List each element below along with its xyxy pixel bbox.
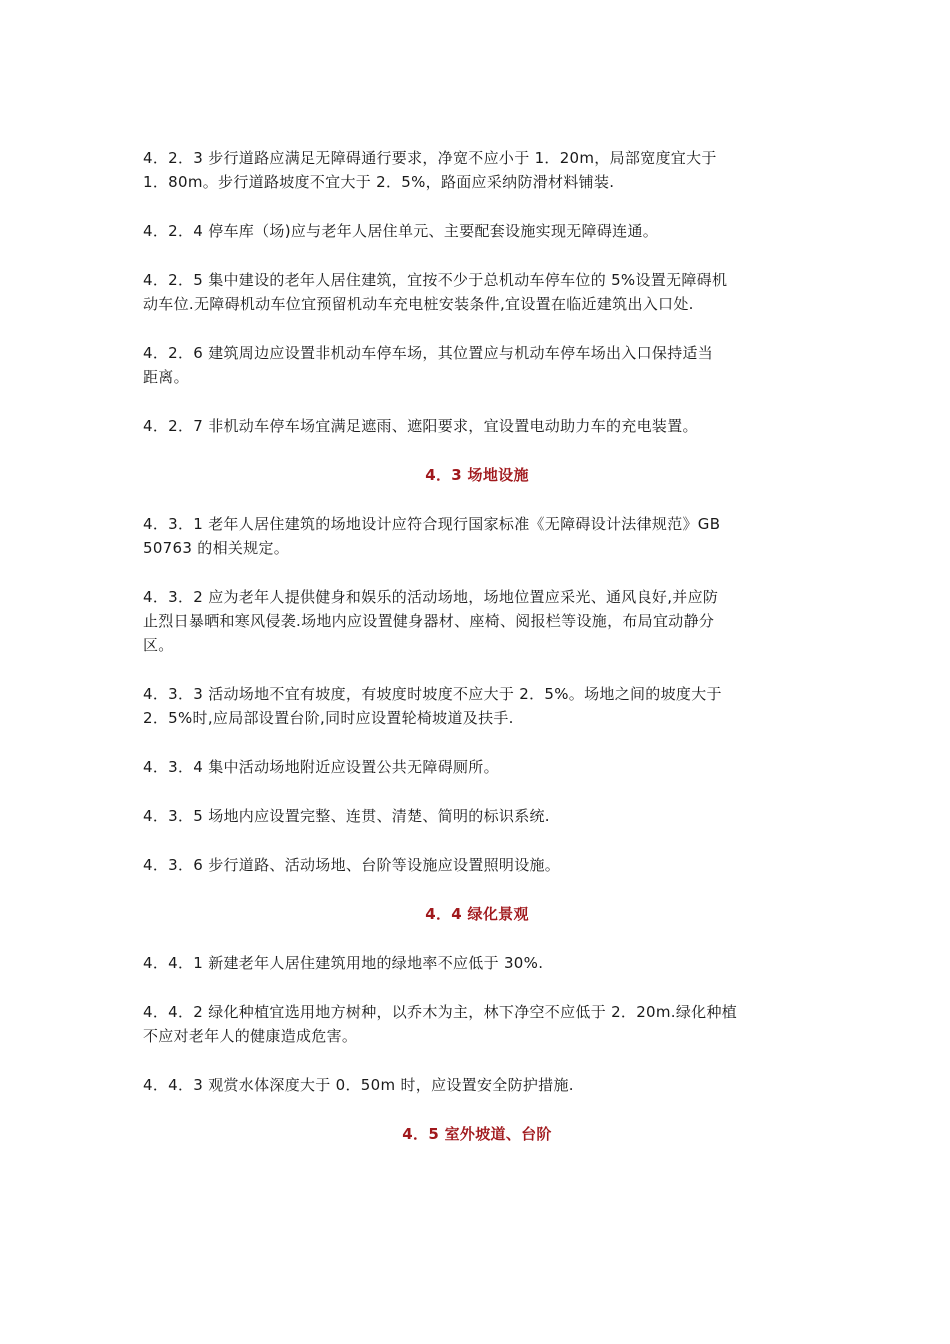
- paragraph-line: 4．3．6 步行道路、活动场地、台阶等设施应设置照明设施。: [143, 856, 561, 874]
- clause-paragraph: [143, 853, 811, 877]
- clause-paragraph: [143, 1000, 811, 1048]
- clause-paragraph: [143, 146, 811, 194]
- paragraph-line: 4．4．2 绿化种植宜选用地方树种，以乔木为主，林下净空不应低于 2．20m.绿化种植: [143, 1003, 738, 1021]
- clause-paragraph: [143, 219, 811, 243]
- clause-paragraph: [143, 682, 811, 730]
- clause-paragraph: [143, 585, 811, 657]
- section-heading: 4．5 室外坡道、台阶: [402, 1125, 552, 1143]
- paragraph-line: 4．4．1 新建老年人居住建筑用地的绿地率不应低于 30%.: [143, 954, 544, 972]
- paragraph-line: 4．2．7 非机动车停车场宜满足遮雨、遮阳要求，宜设置电动助力车的充电装置。: [143, 417, 698, 435]
- clause-paragraph: [143, 755, 811, 779]
- paragraph-line: 4．3．5 场地内应设置完整、连贯、清楚、简明的标识系统.: [143, 807, 550, 825]
- clause-paragraph: [143, 951, 811, 975]
- clause-paragraph: [143, 804, 811, 828]
- clause-paragraph: [143, 1073, 811, 1097]
- paragraph-line: 4．2．5 集中建设的老年人居住建筑，宜按不少于总机动车停车位的 5%设置无障碍机: [143, 271, 728, 289]
- section-heading: 4．3 场地设施: [425, 466, 529, 484]
- clause-paragraph: [143, 512, 811, 560]
- paragraph-line: 动车位.无障碍机动车位宜预留机动车充电桩安装条件,宜设置在临近建筑出入口处.: [143, 295, 694, 313]
- clause-paragraph: [143, 414, 811, 438]
- paragraph-line: 4．2．4 停车库（场)应与老年人居住单元、主要配套设施实现无障碍连通。: [143, 222, 659, 240]
- paragraph-line: 4．3．1 老年人居住建筑的场地设计应符合现行国家标准《无障碍设计法律规范》GB: [143, 515, 721, 533]
- paragraph-line: 4．2．6 建筑周边应设置非机动车停车场，其位置应与机动车停车场出入口保持适当: [143, 344, 714, 362]
- clause-paragraph: [143, 341, 811, 389]
- paragraph-line: 4．3．3 活动场地不宜有坡度，有坡度时坡度不应大于 2．5%。场地之间的坡度大于: [143, 685, 722, 703]
- paragraph-line: 不应对老年人的健康造成危害。: [143, 1027, 358, 1045]
- section-heading: 4．4 绿化景观: [425, 905, 529, 923]
- paragraph-line: 4．3．4 集中活动场地附近应设置公共无障碍厕所。: [143, 758, 499, 776]
- paragraph-line: 止烈日暴晒和寒风侵袭.场地内应设置健身器材、座椅、阅报栏等设施，布局宜动静分: [143, 612, 715, 630]
- paragraph-line: 2．5%时,应局部设置台阶,同时应设置轮椅坡道及扶手.: [143, 709, 514, 727]
- paragraph-line: 距离。: [143, 368, 189, 386]
- paragraph-line: 50763 的相关规定。: [143, 539, 290, 557]
- paragraph-line: 区。: [143, 636, 174, 654]
- paragraph-line: 4．4．3 观赏水体深度大于 0．50m 时，应设置安全防护措施.: [143, 1076, 574, 1094]
- paragraph-line: 4．2．3 步行道路应满足无障碍通行要求，净宽不应小于 1．20m，局部宽度宜大于: [143, 149, 717, 167]
- paragraph-line: 1．80m。步行道路坡度不宜大于 2．5%，路面应采纳防滑材料铺装.: [143, 173, 615, 191]
- document-page: [143, 146, 811, 1146]
- clause-paragraph: [143, 268, 811, 316]
- paragraph-line: 4．3．2 应为老年人提供健身和娱乐的活动场地，场地位置应采光、通风良好,并应防: [143, 588, 719, 606]
